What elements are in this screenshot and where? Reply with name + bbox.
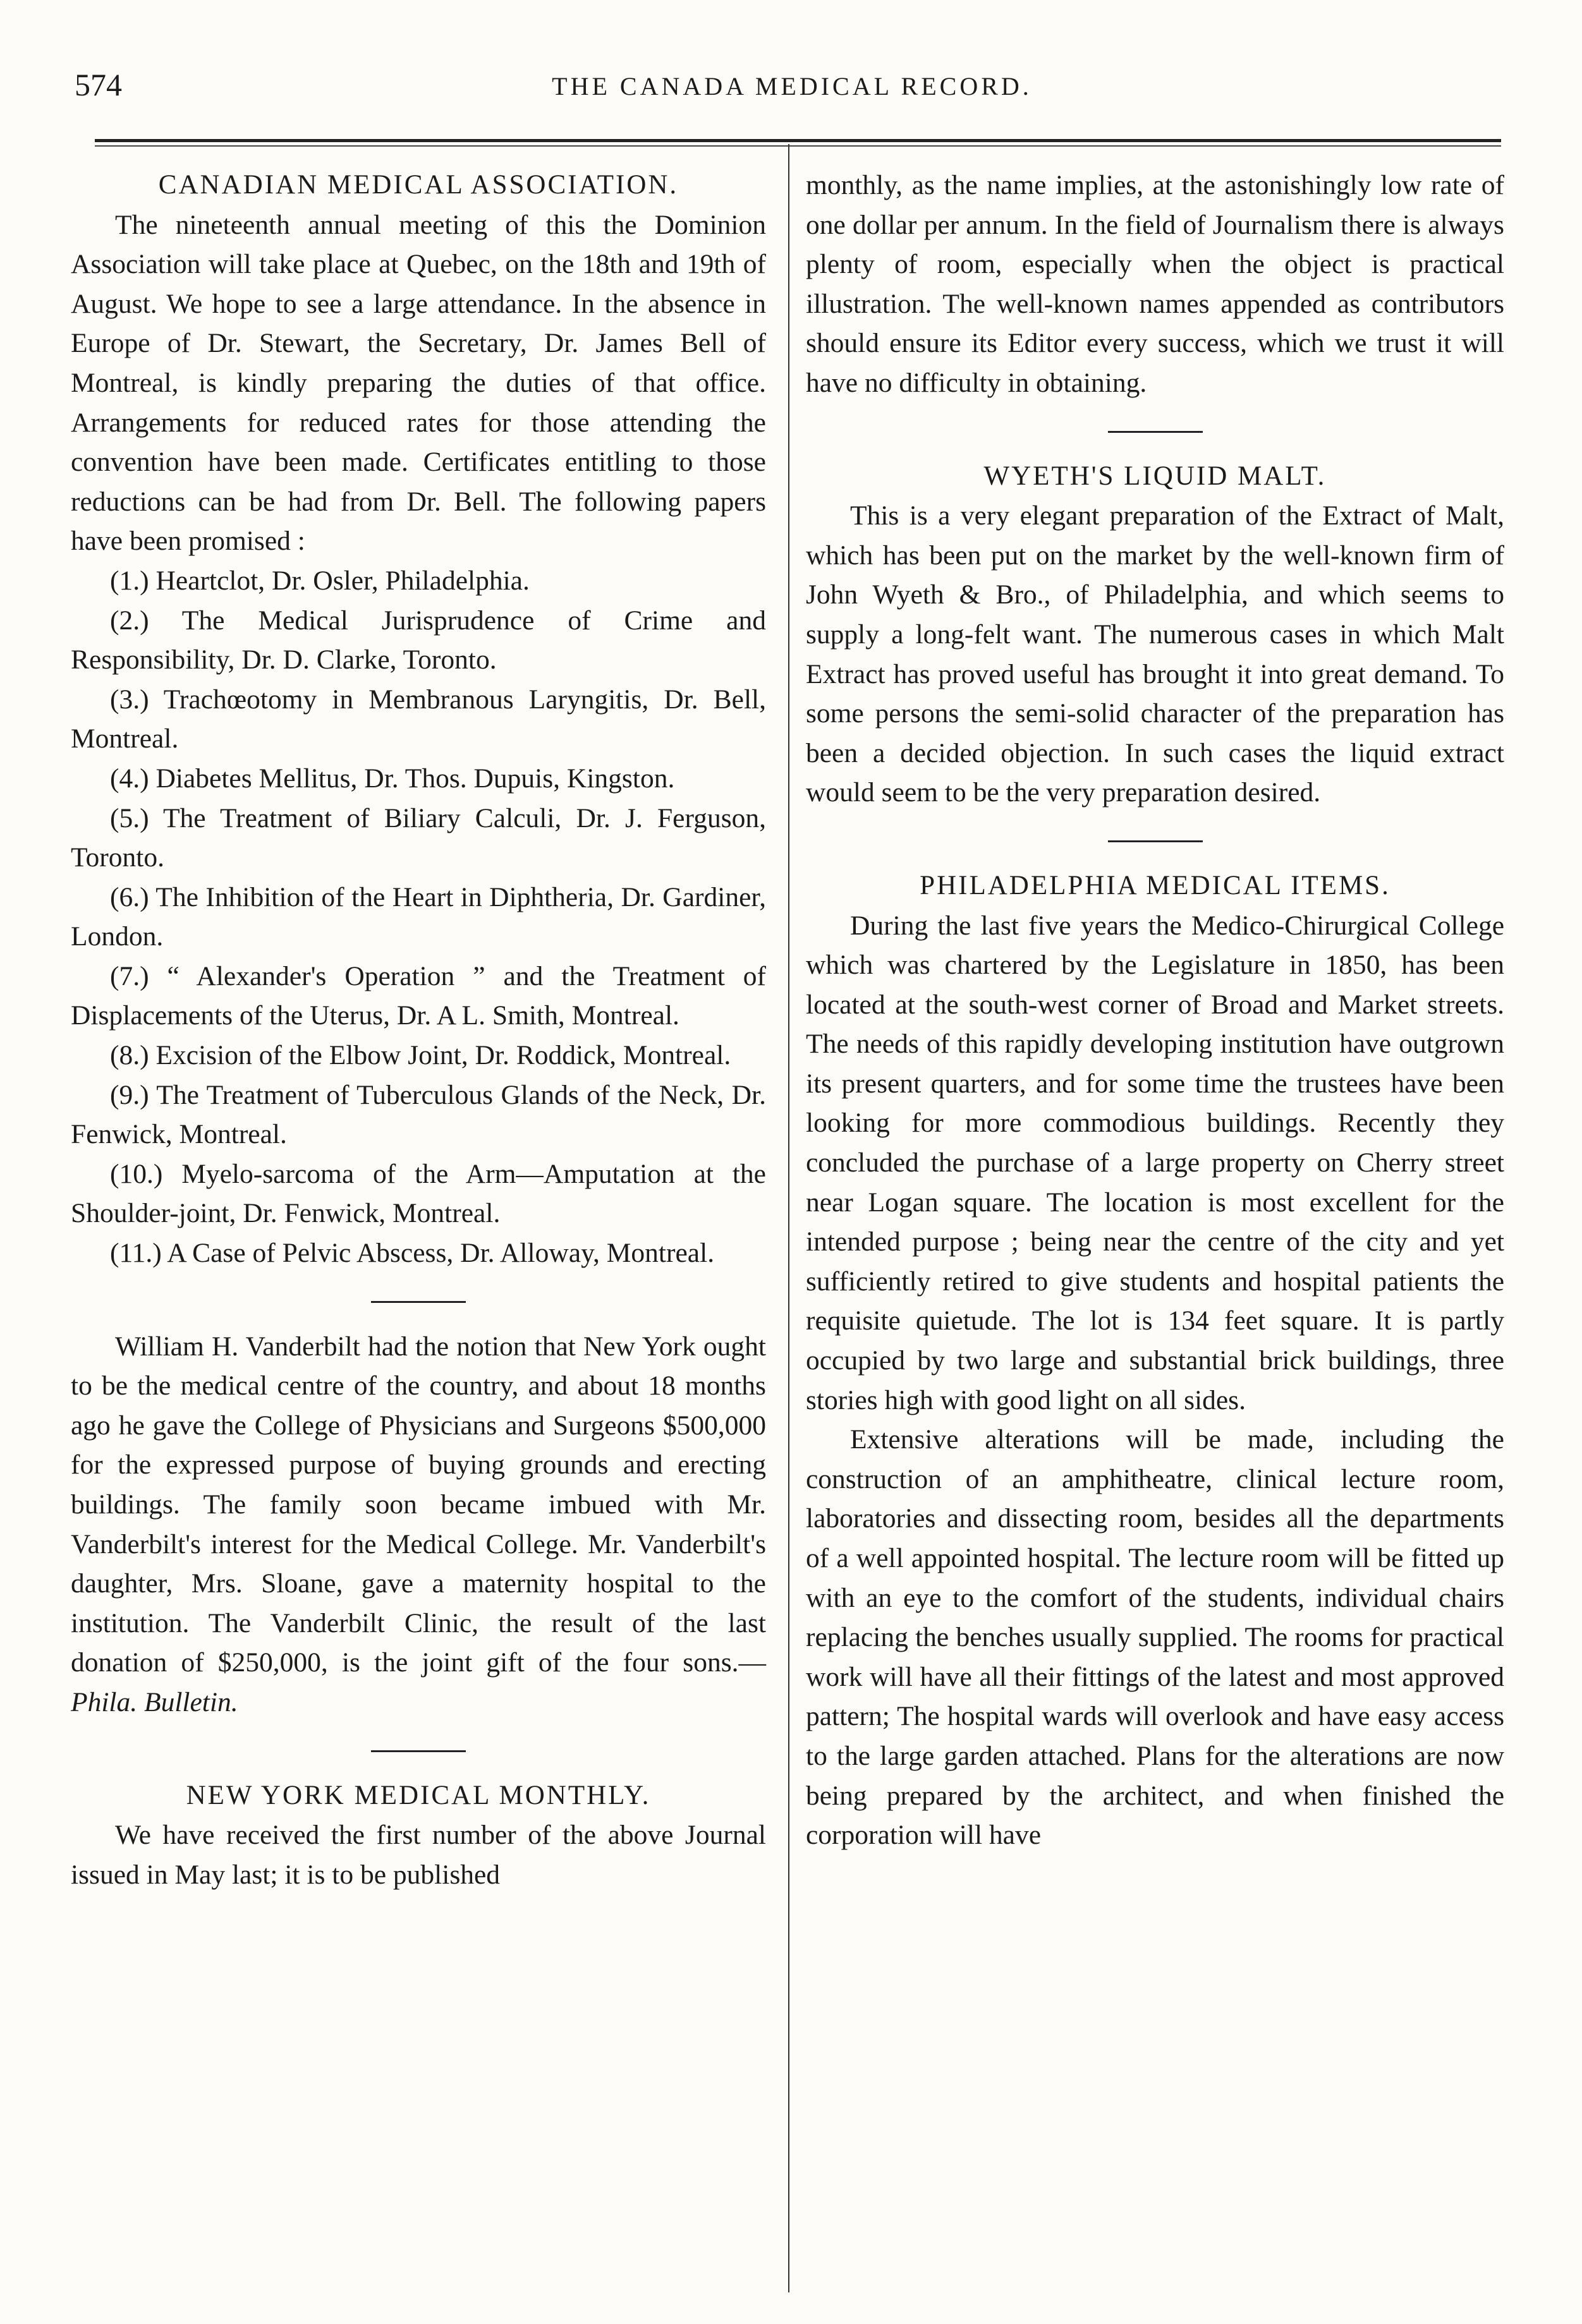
phila-paragraph: During the last five years the Medico-Chirurgical College which was chartered by the Legislature in 1850, has been located at the south-west corner of Broad and Market streets. The needs of this rapidly developing institution have outgrown its present quarters, and for some time the trustees have been looking for more commodious buildings. Recently they concluded the purchase of a large property on Cherry street near Logan square. The location is most excellent for the intended purpose ; being near the centre of the city and yet sufficiently retired to give students and hospital patients the requisite quietude. The lot is 134 feet square. It is partly occupied by two large and substantial brick buildings, three stories high with good light on all sides. [806, 910, 1504, 1415]
phila-paragraph: Extensive alterations will be made, including the construction of an amphitheatre, clinical lecture room, laboratories and dissecting room, besides all the departments of a well appointed hospital. The lecture room will be fitted up with an eye to the comfort of the students, individual chairs replacing the benches usually supplied. The rooms for practical work will have all their fittings of the latest and most approved pattern; The hospital wards will overlook and have easy access to the large garden attached. Plans for the alterations are now being prepared by the architect, and when finished the corporation will have [806, 1424, 1504, 1851]
column-divider [788, 144, 789, 2292]
cma-heading: CANADIAN MEDICAL ASSOCIATION. [158, 170, 679, 200]
nymm-paragraph: We have received the first number of the above Journal issued in May last; it is to be published [71, 1820, 766, 1890]
paper-item: (7.) “ Alexander's Operation ” and the Treatment of Displacements of the Uterus, Dr. A L. Smith, Montreal. [71, 960, 766, 1031]
nymm-heading: NEW YORK MEDICAL MONTHLY. [186, 1780, 651, 1810]
header-rule [95, 139, 1501, 142]
journal-title: THE CANADA MEDICAL RECORD. [552, 72, 1032, 100]
paper-item: (9.) The Treatment of Tuberculous Glands of the Neck, Dr. Fenwick, Montreal. [71, 1079, 766, 1150]
paper-item: (6.) The Inhibition of the Heart in Diphtheria, Dr. Gardiner, London. [71, 881, 766, 952]
nymm-continued-paragraph: monthly, as the name implies, at the astonishingly low rate of one dollar per annum. In the field of Journalism there is always plenty of room, especially when the object is practical illustration. The well-known names appended as contributors should ensure its Editor every success, which we trust it will have no difficulty in obtaining. [806, 170, 1504, 398]
phila-heading: PHILADELPHIA MEDICAL ITEMS. [920, 870, 1390, 900]
vanderbilt-text: William H. Vanderbilt had the notion that New York ought to be the medical centre of the country, and about 18 months ago he gave the College of Physicians and Surgeons $500,000 for the expressed purpose of buying grounds and erecting buildings. The family soon became imbued with Mr. Vanderbilt's interest for the Medical College. Mr. Vanderbilt's daughter, Mrs. Sloane, gave a maternity hospital to the institution. The Vanderbilt Clinic, the result of the last donation of $250,000, is the joint gift of the four sons.— [71, 1331, 766, 1678]
left-column [71, 166, 766, 1894]
paper-item: (8.) Excision of the Elbow Joint, Dr. Roddick, Montreal. [110, 1040, 731, 1071]
vanderbilt-source: Phila. Bulletin. [71, 1686, 238, 1717]
paper-item: (10.) Myelo-sarcoma of the Arm—Amputation at the Shoulder-joint, Dr. Fenwick, Montreal. [71, 1158, 766, 1229]
vanderbilt-paragraph [71, 1327, 766, 1722]
paper-item: (1.) Heartclot, Dr. Osler, Philadelphia. [110, 565, 530, 596]
wyeth-paragraph: This is a very elegant preparation of the Extract of Malt, which has been put on the market by the well-known firm of John Wyeth & Bro., of Philadelphia, and which seems to supply a long-felt want. The numerous cases in which Malt Extract has proved useful has brought it into great demand. To some persons the semi-solid character of the preparation has been a decided objection. In such cases the liquid extract would seem to be the very preparation desired. [806, 500, 1504, 808]
section-divider [1108, 431, 1203, 433]
paper-item: (3.) Trachœotomy in Membranous Laryngitis, Dr. Bell, Montreal. [71, 684, 766, 754]
paper-item: (2.) The Medical Jurisprudence of Crime and Responsibility, Dr. D. Clarke, Toronto. [71, 605, 766, 675]
cma-intro-paragraph: The nineteenth annual meeting of this the Dominion Association will take place at Quebec, on the 18th and 19th of August. We hope to see a large attendance. In the absence in Europe of Dr. Stewart, the Secretary, Dr. James Bell of Montreal, is kindly preparing the duties of that office. Arrangements for reduced rates for those attending the convention have been made. Certificates entitling to those reductions can be had from Dr. Bell. The following papers have been promised : [71, 209, 766, 557]
paper-item: (11.) A Case of Pelvic Abscess, Dr. Alloway, Montreal. [110, 1238, 715, 1269]
section-divider [1108, 840, 1203, 842]
page-number: 574 [75, 67, 122, 102]
wyeth-heading: WYETH'S LIQUID MALT. [983, 461, 1327, 491]
paper-item: (4.) Diabetes Mellitus, Dr. Thos. Dupuis, Kingston. [110, 763, 675, 794]
section-divider [371, 1301, 466, 1303]
running-head [75, 66, 1509, 117]
right-column [806, 166, 1504, 1855]
section-divider [371, 1750, 466, 1752]
paper-item: (5.) The Treatment of Biliary Calculi, Dr. J. Ferguson, Toronto. [71, 802, 766, 873]
